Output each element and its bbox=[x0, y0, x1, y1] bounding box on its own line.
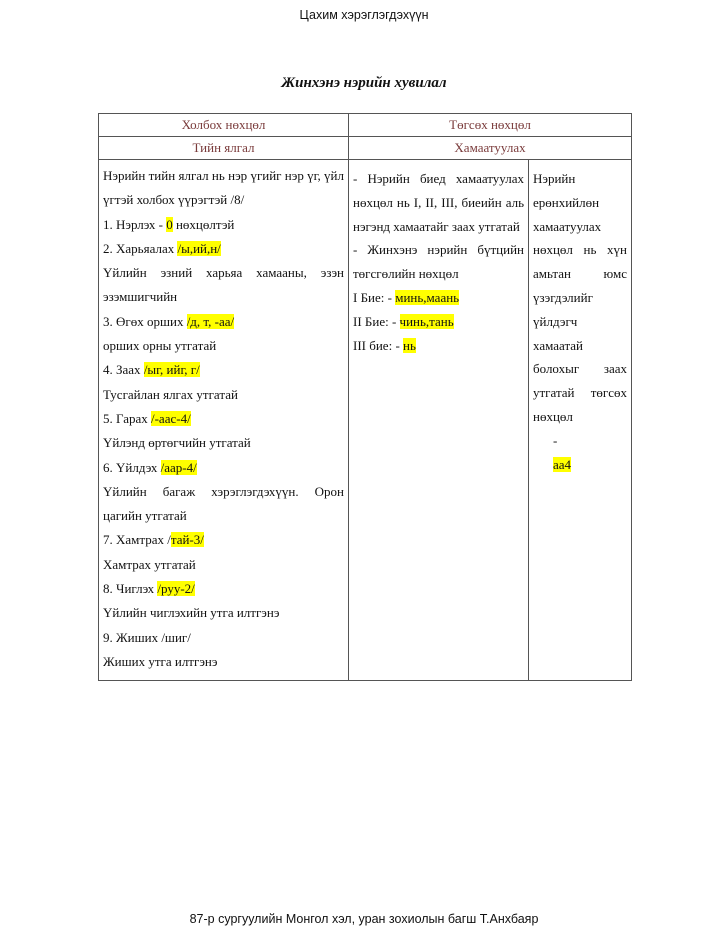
case-suffix: /руу-2/ bbox=[157, 581, 195, 597]
first-person-suffix: минь,маань bbox=[395, 289, 460, 305]
personal-possessive-cell bbox=[349, 160, 529, 681]
case-line: орших орны утгатай bbox=[103, 338, 217, 354]
case-suffix: /д, т, -аа/ bbox=[186, 313, 235, 329]
case-line: 1. Нэрлэх - 0 нөхцөлтэй bbox=[103, 216, 235, 232]
noun-declension-table bbox=[98, 113, 632, 681]
page-title: Жинхэнэ нэрийн хувилал bbox=[281, 75, 447, 91]
general-possessive-suffix: аа4 bbox=[553, 456, 572, 472]
case-suffix: 0 bbox=[166, 216, 173, 232]
header-possessive: Хамаатуулах bbox=[349, 137, 632, 160]
header-ending-suffix: Төгсөх нөхцөл bbox=[349, 114, 632, 137]
case-line: 6. Үйлдэх /аар-4/ bbox=[103, 459, 197, 475]
case-line: Жиших утга илтгэнэ bbox=[103, 653, 218, 669]
second-person-suffix: чинь,тань bbox=[399, 313, 454, 329]
possessive-desc-1: - Нэрийн биед хамаатуулах нөхцөл нь I, II, III, биеийн аль нэгэнд хамаатайг заах утгатай bbox=[353, 171, 524, 234]
case-line: 8. Чиглэх /руу-2/ bbox=[103, 581, 195, 597]
general-possessive-cell bbox=[529, 160, 632, 681]
case-list-cell bbox=[99, 160, 349, 681]
first-person-line: I Бие: - минь,маань bbox=[353, 289, 460, 305]
case-suffix: /-аас-4/ bbox=[150, 410, 191, 426]
general-possessive-suffix-line: -аа4 bbox=[553, 432, 572, 472]
header-connecting-suffix: Холбох нөхцөл bbox=[99, 114, 349, 137]
case-suffix: /ы,ий,н/ bbox=[177, 240, 221, 256]
general-possessive-desc: Нэрийн ерөнхийлөн хамаатуулах нөхцөл нь хүн амьтан юмс үзэгдэлийг үйлдэгч хамаатай болохыг заах утгатай төгсөх нөхцөл bbox=[533, 171, 628, 424]
case-line: Хамтрах утгатай bbox=[103, 556, 196, 572]
general-possessive bbox=[529, 160, 631, 482]
case-line: Үйлэнд өртөгчийн утгатай bbox=[103, 435, 251, 451]
case-line: 5. Гарах /-аас-4/ bbox=[103, 410, 191, 426]
case-suffix: тай-3/ bbox=[170, 532, 204, 548]
case-list bbox=[99, 160, 348, 680]
case-line: 9. Жиших /шиг/ bbox=[103, 629, 191, 645]
case-line: 7. Хамтрах /тай-3/ bbox=[103, 532, 204, 548]
second-person-line: II Бие: - чинь,тань bbox=[353, 313, 454, 329]
header-case: Тийн ялгал bbox=[99, 137, 349, 160]
case-line: 4. Заах /ыг, ийг, г/ bbox=[103, 362, 200, 378]
case-line: 3. Өгөх орших /д, т, -аа/ bbox=[103, 313, 235, 329]
case-line: Нэрийн тийн ялгал нь нэр үгийг нэр үг, үйл үгтэй холбох үүрэгтэй /8/ bbox=[103, 168, 344, 208]
personal-possessive bbox=[349, 160, 528, 363]
page-footer: 87-р сургуулийн Монгол хэл, уран зохиолын багш Т.Анхбаяр bbox=[189, 912, 539, 926]
case-suffix: /аар-4/ bbox=[160, 459, 197, 475]
case-suffix: /ыг, ийг, г/ bbox=[143, 362, 200, 378]
case-line: Үйлийн багаж хэрэглэгдэхүүн. Орон цагийн утгатай bbox=[103, 483, 344, 524]
case-line: Үйлийн чиглэхийн утга илтгэнэ bbox=[103, 605, 280, 621]
third-person-suffix: нь bbox=[403, 337, 416, 353]
third-person-line: III бие: - нь bbox=[353, 337, 416, 353]
case-line: Үйлийн эзний харьяа хамааны, эзэн эзэмшигчийн bbox=[103, 265, 344, 305]
page-header: Цахим хэрэглэгдэхүүн bbox=[299, 8, 429, 22]
case-line: Тусгайлан ялгах утгатай bbox=[103, 386, 238, 402]
case-line: 2. Харьяалах /ы,ий,н/ bbox=[103, 240, 221, 256]
possessive-desc-2: - Жинхэнэ нэрийн бүтцийн төгсгөлийн нөхцөл bbox=[353, 242, 524, 282]
